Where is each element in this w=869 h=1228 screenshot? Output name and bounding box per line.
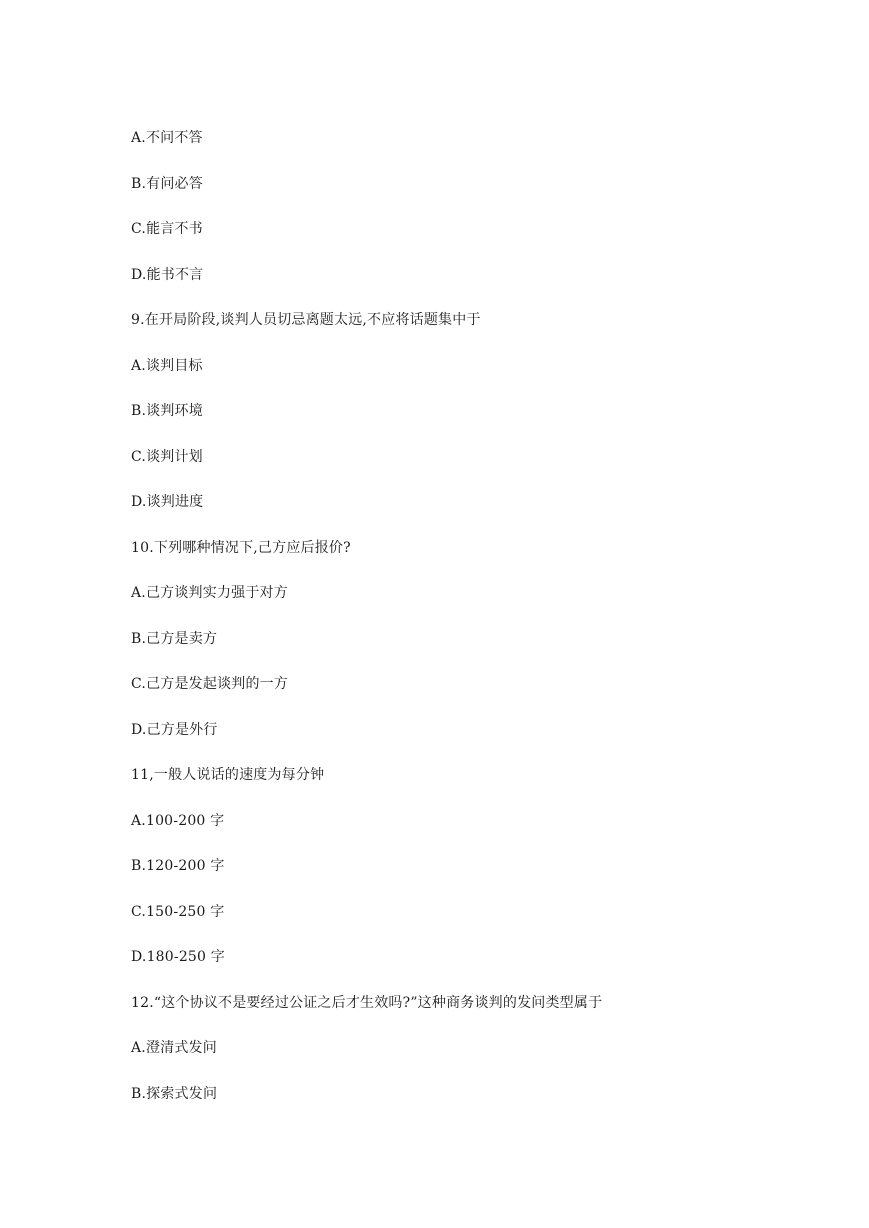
option-c-q11: C.150-250 字 <box>131 904 225 920</box>
option-b-q12: B.探索式发问 <box>131 1086 218 1102</box>
option-d-q11: D.180-250 字 <box>131 949 225 965</box>
question-12: 12.“这个协议不是要经过公证之后才生效吗?”这种商务谈判的发问类型属于 <box>131 995 603 1011</box>
option-b-q9: B.谈判环境 <box>131 403 203 419</box>
option-b-q8: B.有问必答 <box>131 176 203 192</box>
option-b-q10: B.己方是卖方 <box>131 631 218 647</box>
question-9: 9.在开局阶段,谈判人员切忌离题太远,不应将话题集中于 <box>131 312 481 328</box>
option-a-q12: A.澄清式发问 <box>131 1040 217 1056</box>
question-10: 10.下列哪种情况下,己方应后报价? <box>131 540 351 556</box>
option-c-q9: C.谈判计划 <box>131 449 203 465</box>
option-d-q8: D.能书不言 <box>131 267 204 283</box>
option-a-q9: A.谈判目标 <box>131 358 203 374</box>
option-a-q10: A.己方谈判实力强于对方 <box>131 585 288 601</box>
question-11: 11,一般人说话的速度为每分钟 <box>131 767 325 783</box>
option-a-q8: A.不问不答 <box>131 130 203 146</box>
option-d-q10: D.己方是外行 <box>131 722 218 738</box>
option-b-q11: B.120-200 字 <box>131 858 225 874</box>
option-d-q9: D.谈判进度 <box>131 494 204 510</box>
option-c-q8: C.能言不书 <box>131 221 203 237</box>
option-a-q11: A.100-200 字 <box>131 813 225 829</box>
option-c-q10: C.己方是发起谈判的一方 <box>131 676 289 692</box>
